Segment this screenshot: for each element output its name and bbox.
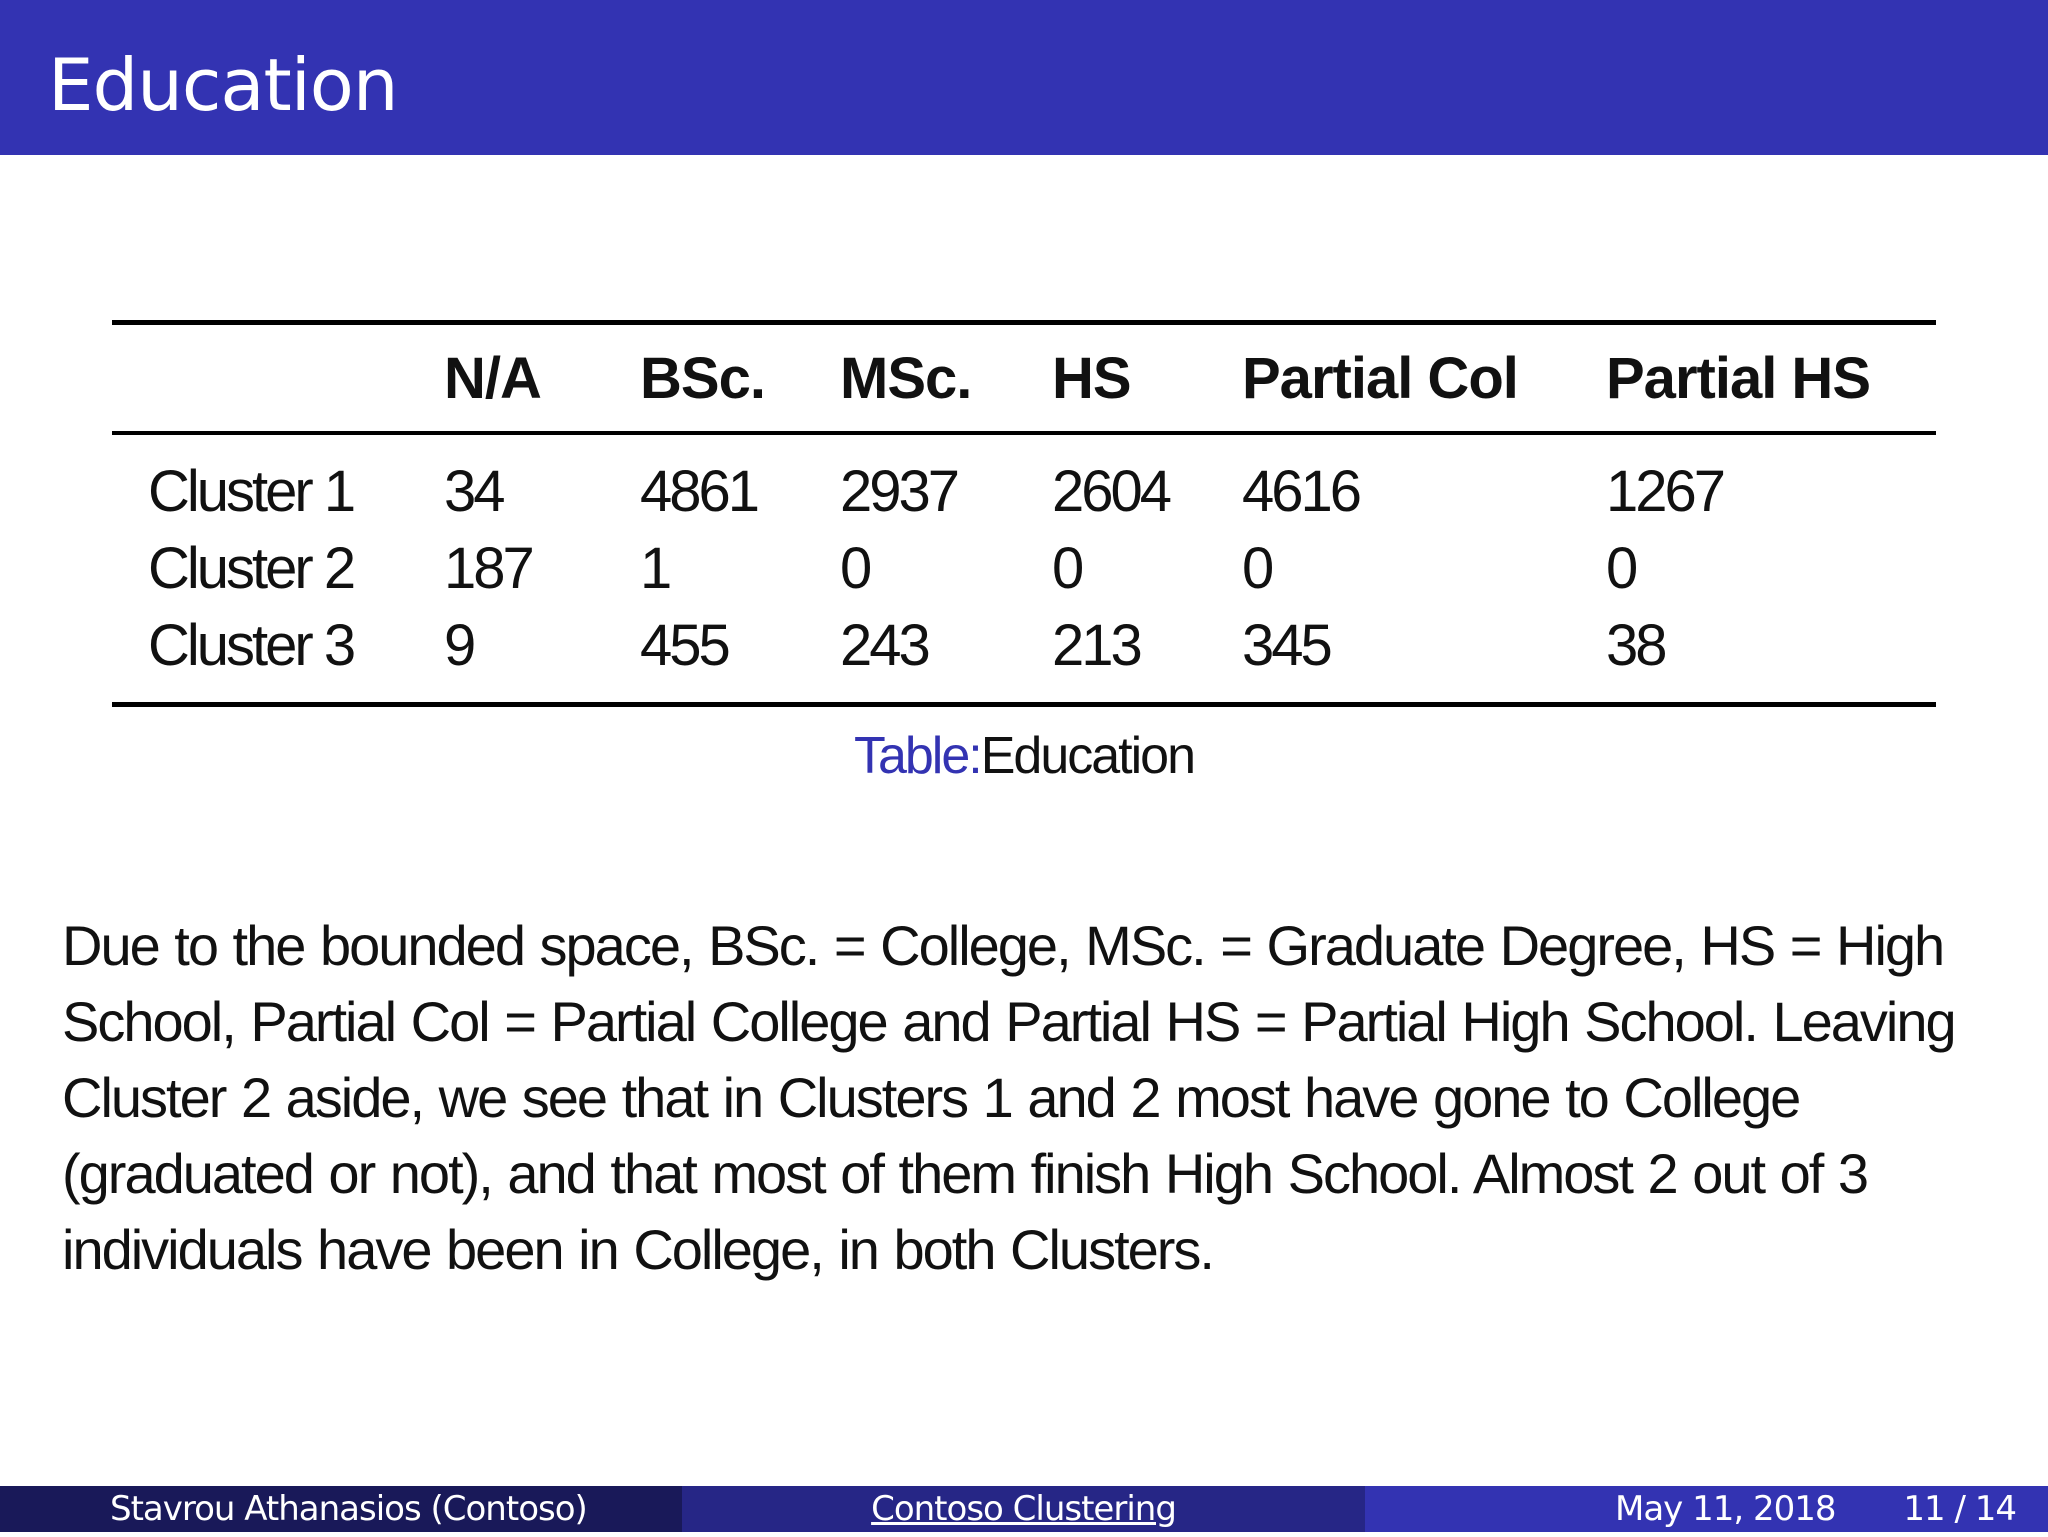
- table-caption: [0, 726, 2048, 786]
- table-cell: 345: [1242, 613, 1330, 678]
- column-header-empty: [112, 323, 444, 434]
- row-label: Cluster 2: [148, 536, 354, 601]
- table-cell: 0: [1606, 536, 1636, 601]
- table-cell: 38: [1606, 613, 1665, 678]
- table-cell: 1267: [1606, 459, 1724, 524]
- footer-page-number: 11 / 14: [1903, 1489, 2016, 1529]
- body-paragraph: Due to the bounded space, BSc. = College, MSc. = Graduate Degree, HS = High School, Partial Col = Partial College and Partial HS = Partial High School. Leaving Cluster 2 aside, we see that in Clusters 1 and 2 most have gone to College (graduated or not), and that most of them finish High School. Almost 2 out of 3 individuals have been in College, in both Clusters.: [62, 914, 1955, 1281]
- table-row: [112, 530, 1936, 607]
- table-cell: 0: [840, 536, 870, 601]
- column-header-partial-hs: Partial HS: [1606, 345, 1870, 411]
- table-row: [112, 607, 1936, 705]
- table-cell: 455: [640, 613, 728, 678]
- footer-date: May 11, 2018: [1615, 1489, 1836, 1529]
- table-cell: 2937: [840, 459, 958, 524]
- footer-author-section: [0, 1486, 682, 1532]
- footer-author: Stavrou Athanasios (Contoso): [110, 1489, 587, 1529]
- column-header-msc: MSc.: [840, 345, 972, 411]
- table-cell: 2604: [1052, 459, 1170, 524]
- table-cell: 1: [640, 536, 670, 601]
- column-header-hs: HS: [1052, 345, 1131, 411]
- slide-footer: [0, 1486, 2048, 1532]
- column-header-bsc: BSc.: [640, 345, 765, 411]
- table-row: [112, 433, 1936, 530]
- education-table-container: [112, 320, 1936, 707]
- table-cell: 0: [1052, 536, 1082, 601]
- caption-label: Table:: [853, 727, 981, 785]
- row-label: Cluster 1: [148, 459, 354, 524]
- slide-header: [0, 0, 2048, 155]
- table-cell: 213: [1052, 613, 1140, 678]
- column-header-na: N/A: [444, 345, 541, 411]
- table-cell: 4616: [1242, 459, 1360, 524]
- table-header-row: [112, 323, 1936, 434]
- table-cell: 4861: [640, 459, 758, 524]
- table-cell: 9: [444, 613, 474, 678]
- table-cell: 0: [1242, 536, 1272, 601]
- caption-text: Education: [980, 727, 1195, 785]
- footer-presentation-title-link[interactable]: Contoso Clustering: [871, 1489, 1176, 1529]
- table-cell: 243: [840, 613, 928, 678]
- row-label: Cluster 3: [148, 613, 354, 678]
- table-cell: 34: [444, 459, 503, 524]
- table-cell: 187: [444, 536, 532, 601]
- column-header-partial-col: Partial Col: [1242, 345, 1518, 411]
- slide-title: Education: [48, 43, 398, 127]
- footer-date-section: [1365, 1486, 2048, 1532]
- education-table: [112, 320, 1936, 707]
- footer-title-section: [682, 1486, 1365, 1532]
